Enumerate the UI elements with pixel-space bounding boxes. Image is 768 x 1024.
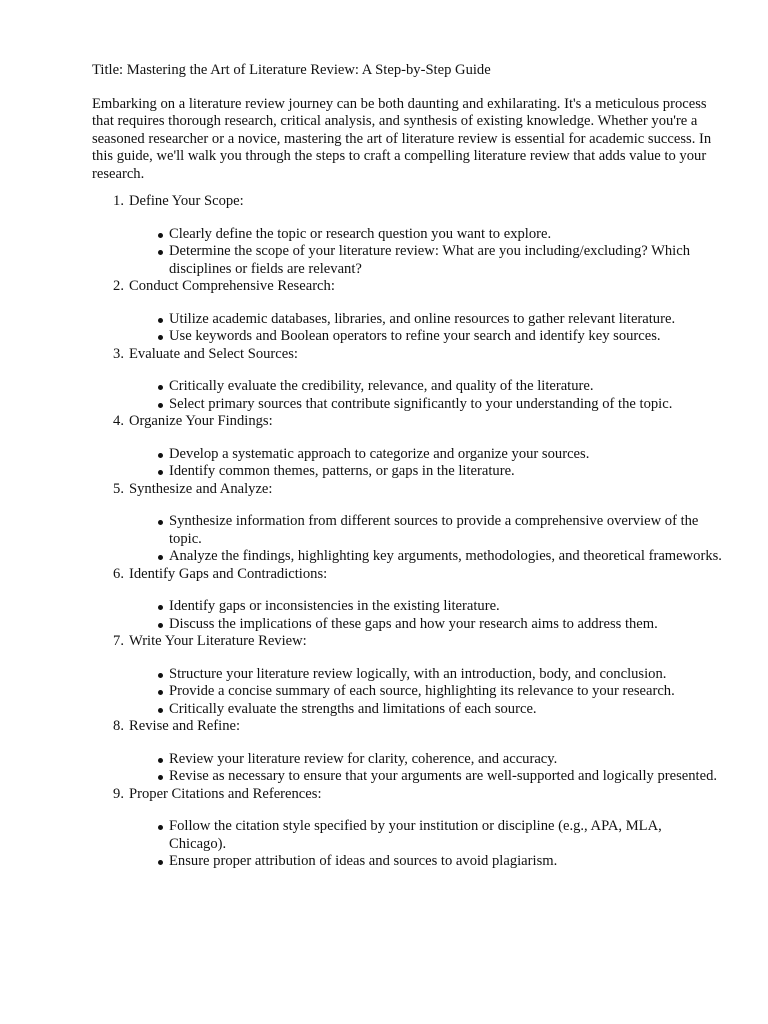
- bullet-dot-icon: [158, 520, 163, 525]
- step-item: [92, 346, 722, 414]
- bullet-text: Analyze the findings, highlighting key arguments, methodologies, and theoretical frameworks.: [169, 548, 722, 564]
- step-heading: Revise and Refine:: [129, 718, 241, 734]
- bullet-item: [169, 818, 722, 853]
- bullet-text: Critically evaluate the strengths and limitations of each source.: [169, 700, 537, 717]
- bullet-item: [169, 378, 722, 396]
- bullet-text: Revise as necessary to ensure that your arguments are well-supported and logically presented.: [169, 768, 718, 784]
- step-number: 8.: [113, 718, 124, 734]
- bullet-text: Develop a systematic approach to categorize and organize your sources.: [169, 445, 590, 462]
- bullet-item: [169, 701, 722, 719]
- bullet-item: [169, 598, 722, 616]
- bullet-dot-icon: [158, 673, 163, 678]
- bullet-dot-icon: [158, 690, 163, 695]
- bullet-dot-icon: [158, 758, 163, 763]
- bullet-text: Identify gaps or inconsistencies in the existing literature.: [169, 598, 500, 614]
- bullet-item: [169, 666, 722, 684]
- bullet-list: [129, 498, 722, 566]
- bullet-dot-icon: [158, 825, 163, 830]
- bullet-dot-icon: [158, 623, 163, 628]
- bullet-item: [169, 328, 722, 346]
- bullet-item: [169, 548, 722, 566]
- step-heading: Organize Your Findings:: [129, 413, 273, 429]
- bullet-dot-icon: [158, 385, 163, 390]
- bullet-item: [169, 751, 722, 769]
- bullet-dot-icon: [158, 470, 163, 475]
- bullet-dot-icon: [158, 775, 163, 780]
- bullet-item: [169, 396, 722, 414]
- bullet-dot-icon: [158, 403, 163, 408]
- step-number: 6.: [113, 565, 124, 582]
- bullet-dot-icon: [158, 318, 163, 323]
- bullet-list: [129, 736, 722, 786]
- step-item: [92, 481, 722, 566]
- step-heading: Synthesize and Analyze:: [129, 480, 273, 497]
- bullet-list: [129, 211, 722, 279]
- step-heading: Define Your Scope:: [129, 193, 244, 209]
- step-item: [92, 633, 722, 718]
- bullet-text: Select primary sources that contribute significantly to your understanding of the topic.: [169, 395, 673, 412]
- step-item: [92, 718, 722, 786]
- bullet-text: Determine the scope of your literature review: What are you including/excluding? Which disciplines or fields are relevant?: [169, 243, 690, 277]
- step-number: 9.: [113, 785, 124, 802]
- intro-paragraph: Embarking on a literature review journey can be both daunting and exhilarating. It's a meticulous process that requires thorough research, critical analysis, and synthesis of existing knowledge. Whether you're a seasoned researcher or a novice, mastering the art of literature review is essential for academic success. In this guide, we'll walk you through the steps to craft a compelling literature review that adds value to your research.: [92, 95, 712, 182]
- bullet-text: Utilize academic databases, libraries, and online resources to gather relevant literature.: [169, 310, 676, 327]
- bullet-list: [129, 296, 722, 346]
- bullet-list: [129, 803, 722, 871]
- bullet-text: Follow the citation style specified by your institution or discipline (e.g., APA, MLA, Chicago).: [169, 818, 662, 852]
- step-number: 2.: [113, 278, 124, 294]
- bullet-text: Clearly define the topic or research question you want to explore.: [169, 225, 552, 242]
- bullet-item: [169, 226, 722, 244]
- bullet-text: Critically evaluate the credibility, relevance, and quality of the literature.: [169, 378, 594, 394]
- step-number: 4.: [113, 413, 124, 429]
- bullet-dot-icon: [158, 555, 163, 560]
- bullet-dot-icon: [158, 453, 163, 458]
- bullet-dot-icon: [158, 708, 163, 713]
- bullet-text: Use keywords and Boolean operators to refine your search and identify key sources.: [169, 328, 661, 344]
- bullet-item: [169, 513, 722, 548]
- bullet-list: [129, 431, 722, 481]
- bullet-text: Structure your literature review logically, with an introduction, body, and conclusion.: [169, 665, 667, 682]
- bullet-dot-icon: [158, 233, 163, 238]
- bullet-dot-icon: [158, 250, 163, 255]
- bullet-text: Review your literature review for clarity, coherence, and accuracy.: [169, 750, 558, 767]
- step-heading: Conduct Comprehensive Research:: [129, 278, 335, 294]
- step-item: [92, 278, 722, 346]
- bullet-text: Discuss the implications of these gaps and how your research aims to address them.: [169, 615, 658, 632]
- bullet-item: [169, 446, 722, 464]
- bullet-dot-icon: [158, 605, 163, 610]
- step-item: [92, 193, 722, 278]
- bullet-dot-icon: [158, 335, 163, 340]
- bullet-text: Synthesize information from different sources to provide a comprehensive overview of the topic.: [169, 513, 699, 547]
- step-heading: Write Your Literature Review:: [129, 633, 307, 649]
- bullet-item: [169, 243, 722, 278]
- bullet-dot-icon: [158, 860, 163, 865]
- step-item: [92, 566, 722, 634]
- bullet-item: [169, 463, 722, 481]
- step-heading: Evaluate and Select Sources:: [129, 345, 298, 362]
- steps-list: [92, 193, 722, 871]
- bullet-list: [129, 363, 722, 413]
- document-page: [92, 62, 722, 871]
- step-number: 3.: [113, 345, 124, 362]
- step-number: 5.: [113, 480, 124, 497]
- bullet-text: Provide a concise summary of each source, highlighting its relevance to your research.: [169, 683, 675, 699]
- step-item: [92, 786, 722, 871]
- bullet-item: [169, 768, 722, 786]
- step-number: 1.: [113, 193, 124, 209]
- bullet-list: [129, 583, 722, 633]
- step-heading: Proper Citations and References:: [129, 785, 322, 802]
- bullet-item: [169, 853, 722, 871]
- bullet-item: [169, 683, 722, 701]
- document-title: Title: Mastering the Art of Literature Review: A Step-by-Step Guide: [92, 62, 491, 78]
- bullet-item: [169, 311, 722, 329]
- step-number: 7.: [113, 633, 124, 649]
- bullet-text: Identify common themes, patterns, or gaps in the literature.: [169, 463, 515, 479]
- step-item: [92, 413, 722, 481]
- bullet-text: Ensure proper attribution of ideas and sources to avoid plagiarism.: [169, 853, 558, 869]
- bullet-item: [169, 616, 722, 634]
- step-heading: Identify Gaps and Contradictions:: [129, 565, 328, 582]
- bullet-list: [129, 651, 722, 719]
